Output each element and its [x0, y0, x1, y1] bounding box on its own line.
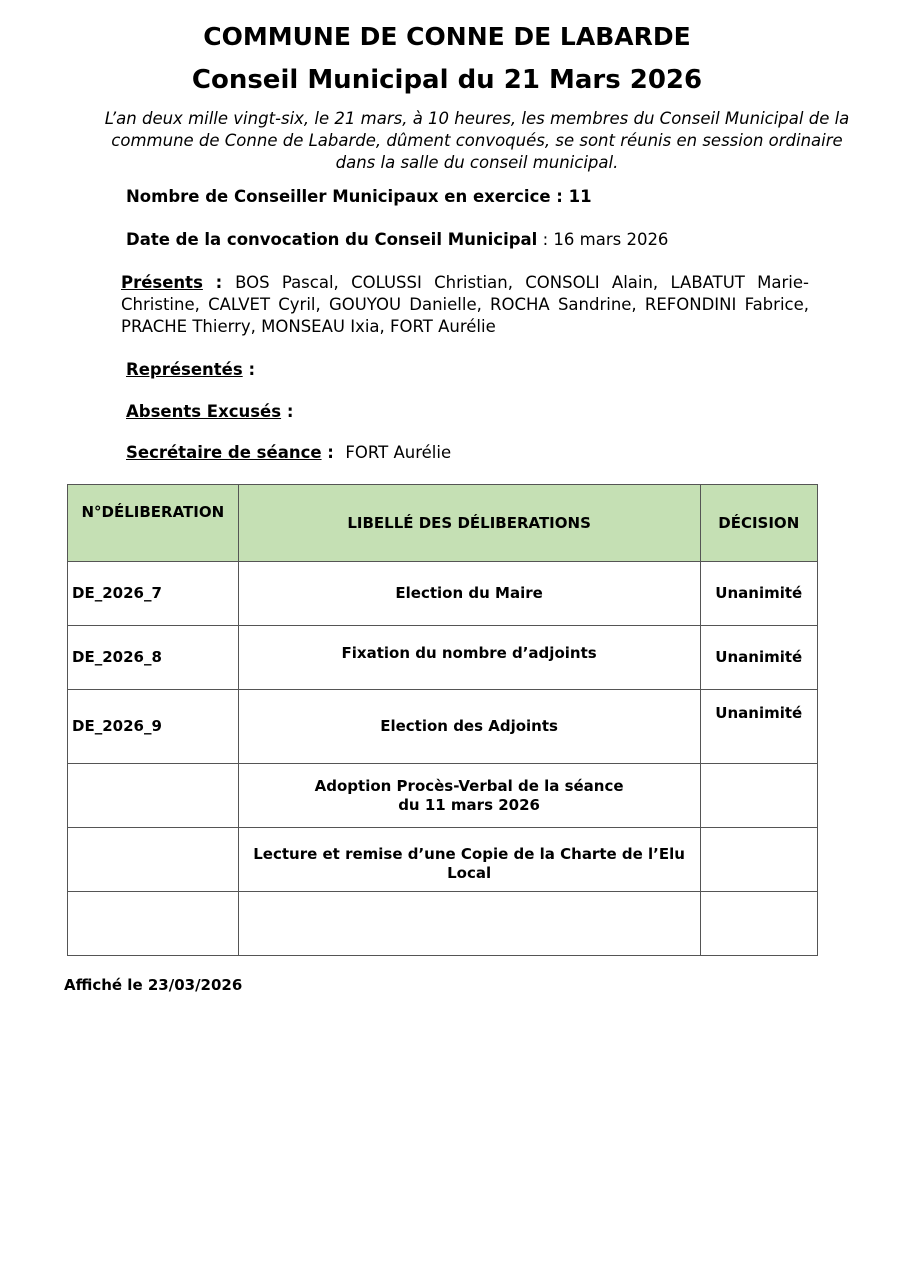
- absent-sep: :: [281, 402, 294, 421]
- row-label-line1: Lecture et remise d’une Copie de la Charte de l’Elu: [253, 844, 685, 863]
- header-label: LIBELLÉ DES DÉLIBERATIONS: [238, 485, 700, 562]
- convocation-date: [126, 229, 668, 251]
- secretary-line: [126, 442, 451, 464]
- row-decision: Unanimité: [700, 690, 817, 764]
- table-row: [68, 764, 818, 828]
- row-label: [238, 828, 700, 892]
- intro-paragraph: L’an deux mille vingt-six, le 21 mars, à 10 heures, les membres du Conseil Municipal de la commune de Conne de Labarde, dûment convoqués, se sont réunis en session ordinaire dans la salle du conseil municipal.: [104, 109, 850, 172]
- table-header-row: [68, 485, 818, 562]
- row-num: DE_2026_7: [68, 562, 239, 626]
- secretary-value: FORT Aurélie: [345, 443, 452, 462]
- convocation-label: Date de la convocation du Conseil Municipal: [126, 230, 538, 249]
- meeting-title: Conseil Municipal du 21 Mars 2026: [191, 65, 703, 95]
- row-decision: Unanimité: [700, 562, 817, 626]
- row-label-line2: Local: [447, 863, 492, 882]
- deliberations-table: [67, 484, 818, 956]
- row-label: Election des Adjoints: [238, 690, 700, 764]
- presents-list: [121, 272, 809, 338]
- convocation-value: : 16 mars 2026: [537, 230, 669, 249]
- represented-sep: :: [242, 360, 256, 379]
- secretary-label: Secrétaire de séance: [126, 443, 322, 462]
- absent-line: [126, 401, 293, 423]
- header-num: N°DÉLIBERATION: [68, 485, 239, 562]
- header-decision: DÉCISION: [700, 485, 817, 562]
- row-decision: [700, 764, 817, 828]
- posted-date: Affiché le 23/03/2026: [64, 976, 243, 994]
- absent-label: Absents Excusés: [126, 402, 282, 421]
- row-decision: Unanimité: [700, 626, 817, 690]
- row-label-line1: Adoption Procès-Verbal de la séance: [314, 776, 624, 795]
- presents-value: BOS Pascal, COLUSSI Christian, CONSOLI Alain, LABATUT Marie-Christine, CALVET Cyril, GOUYOU Danielle, ROCHA Sandrine, REFONDINI Fabrice, PRACHE Thierry, MONSEAU Ixia, FORT Aurélie: [121, 273, 809, 336]
- commune-title: COMMUNE DE CONNE DE LABARDE: [203, 22, 691, 51]
- councillors-count: Nombre de Conseiller Municipaux en exercice : 11: [126, 187, 592, 206]
- row-decision: [700, 892, 817, 956]
- presents-label: Présents: [121, 273, 203, 292]
- table-row: [68, 828, 818, 892]
- row-num: [68, 764, 239, 828]
- row-num: [68, 892, 239, 956]
- row-num: DE_2026_8: [68, 626, 239, 690]
- row-label: Election du Maire: [238, 562, 700, 626]
- row-label: [238, 764, 700, 828]
- row-num: [68, 828, 239, 892]
- presents-sep: :: [202, 273, 236, 292]
- table-row: [68, 892, 818, 956]
- table-row: [68, 690, 818, 764]
- row-label: Fixation du nombre d’adjoints: [238, 626, 700, 690]
- row-label: [238, 892, 700, 956]
- secretary-sep: :: [321, 443, 346, 462]
- represented-label: Représentés: [126, 360, 243, 379]
- table-row: [68, 626, 818, 690]
- represented-line: [126, 359, 255, 381]
- row-label-line2: du 11 mars 2026: [398, 795, 540, 814]
- row-decision: [700, 828, 817, 892]
- table-row: [68, 562, 818, 626]
- row-num: DE_2026_9: [68, 690, 239, 764]
